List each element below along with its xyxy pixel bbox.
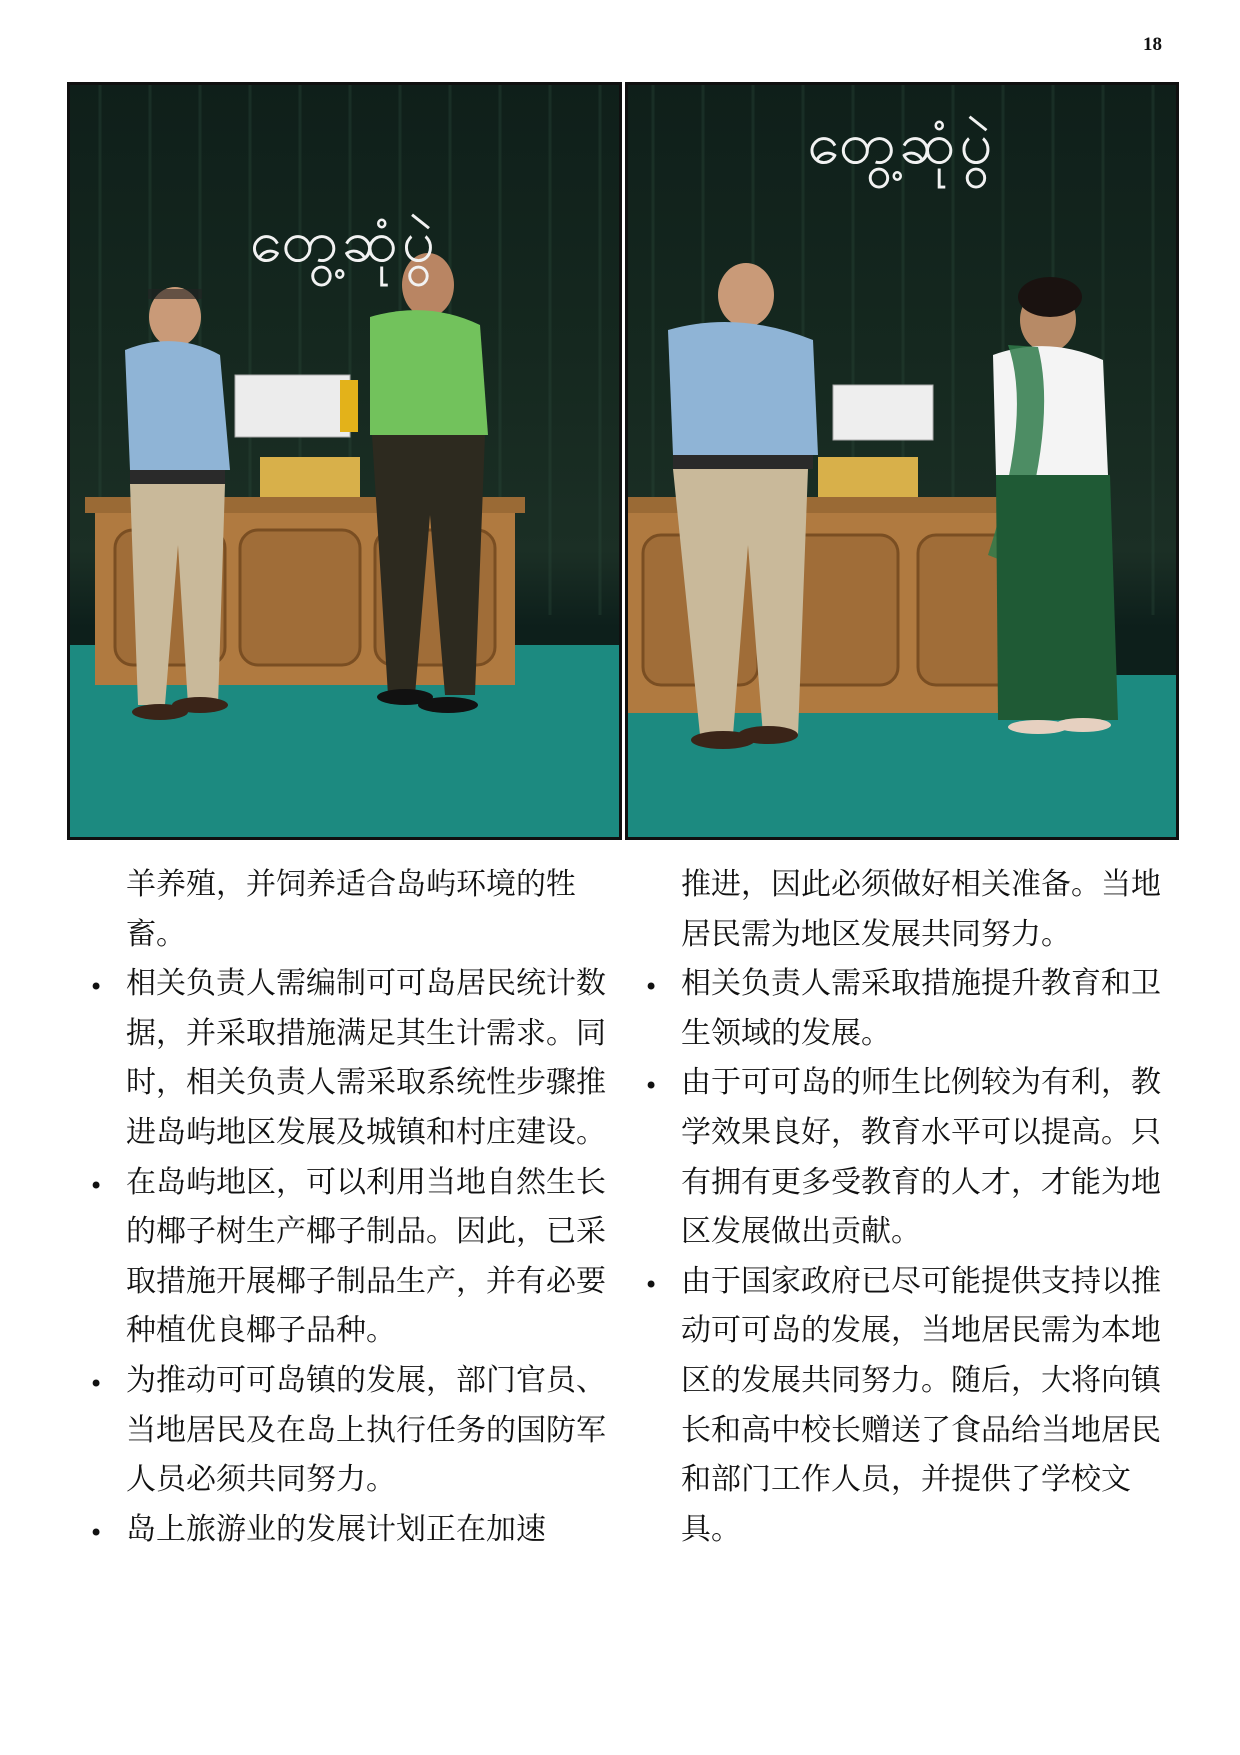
page-number: 18: [1143, 34, 1162, 55]
photo-right: [625, 82, 1179, 840]
photo-left: [67, 82, 622, 840]
photo-right-scene: [628, 85, 1176, 837]
bullet-list-right: [681, 959, 1181, 1554]
photo-left-banner: တွေ့ဆုံပွဲ: [249, 207, 440, 275]
bullet-item: • 相关负责人需编制可可岛居民统计数据，并采取措施满足其生计需求。同时，相关负责人需采取系统性步骤推进岛屿地区发展及城镇和村庄建设。: [126, 959, 626, 1157]
bullet-item: • 相关负责人需采取措施提升教育和卫生领域的发展。: [681, 959, 1181, 1058]
bullet-item: • 由于可可岛的师生比例较为有利，教学效果良好，教育水平可以提高。只有拥有更多受教育的人才，才能为地区发展做出贡献。: [681, 1058, 1181, 1256]
bullet-item: • 岛上旅游业的发展计划正在加速: [126, 1505, 626, 1555]
text-column-left: [126, 860, 626, 1554]
bullet-list-left: [126, 959, 626, 1554]
paragraph-continuation: 羊养殖，并饲养适合岛屿环境的牲畜。: [126, 867, 576, 952]
photo-left-scene: [70, 85, 619, 837]
bullet-item: • 为推动可可岛镇的发展，部门官员、当地居民及在岛上执行任务的国防军人员必须共同努力。: [126, 1356, 626, 1505]
photo-right-banner: တွေ့ဆုံပွဲ: [807, 109, 997, 177]
text-column-right: [681, 860, 1181, 1554]
bullet-item: • 由于国家政府已尽可能提供支持以推动可可岛的发展，当地居民需为本地区的发展共同努力。随后，大将向镇长和高中校长赠送了食品给当地居民和部门工作人员，并提供了学校文具。: [681, 1257, 1181, 1555]
bullet-item: • 在岛屿地区，可以利用当地自然生长的椰子树生产椰子制品。因此，已采取措施开展椰子制品生产，并有必要种植优良椰子品种。: [126, 1158, 626, 1356]
paragraph-continuation: 推进，因此必须做好相关准备。当地居民需为地区发展共同努力。: [681, 867, 1161, 952]
